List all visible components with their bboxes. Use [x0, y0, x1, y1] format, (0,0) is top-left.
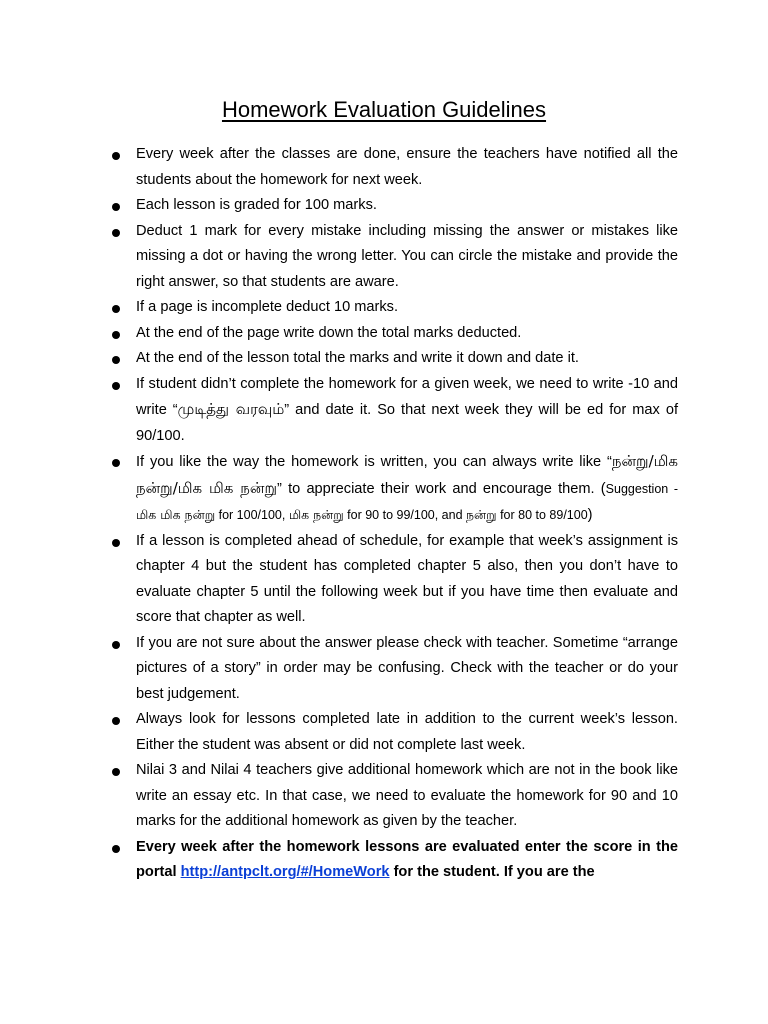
- guidelines-list: [0, 142, 768, 886]
- list-item: If a page is incomplete deduct 10 marks.: [0, 295, 768, 321]
- document-title: [0, 96, 768, 124]
- tamil-text: மிக மிக நன்று: [136, 507, 216, 522]
- list-item: Always look for lessons completed late in addition to the current week’s lesson. Either the student was absent or did not complete last week.: [0, 707, 768, 758]
- list-item: If student didn’t complete the homework for a given week, we need to write -10 and write “முடித்து வரவும்” and date it. So that next week they will be ed for max of 90/100.: [0, 372, 768, 450]
- list-item: At the end of the page write down the total marks deducted.: [0, 321, 768, 347]
- homework-portal-link[interactable]: http://antpclt.org/#/HomeWork: [180, 864, 390, 880]
- tamil-text: முடித்து வரவும்: [177, 400, 285, 418]
- list-item: Deduct 1 mark for every mistake including missing the answer or mistakes like missing a dot or having the wrong letter. You can circle the mistake and provide the right answer, so that students are aware.: [0, 219, 768, 296]
- bullet-icon: [112, 459, 120, 467]
- tamil-text: மிக நன்று: [288, 507, 344, 522]
- list-item: If you like the way the homework is written, you can always write like “நன்று/மிக நன்று/மிக மிக நன்று” to appreciate their work and encourage them. (Suggestion - மிக மிக நன்று for 100/100, மிக நன்று for 90 to 99/100, and நன்று for 80 to 89/100): [0, 449, 768, 529]
- bullet-icon: [112, 382, 120, 390]
- tamil-text: நன்று: [466, 507, 497, 522]
- bullet-icon: [112, 229, 120, 237]
- bullet-icon: [112, 717, 120, 725]
- list-item: Every week after the classes are done, ensure the teachers have notified all the students about the homework for next week.: [0, 142, 768, 193]
- list-item: If you are not sure about the answer please check with teacher. Sometime “arrange pictures of a story” in order may be confusing. Check with the teacher or do your best judgement.: [0, 631, 768, 708]
- bullet-icon: [112, 203, 120, 211]
- bullet-icon: [112, 152, 120, 160]
- bullet-icon: [112, 641, 120, 649]
- list-item: At the end of the lesson total the marks and write it down and date it.: [0, 346, 768, 372]
- list-item: If a lesson is completed ahead of schedule, for example that week’s assignment is chapter 4 but the student has completed chapter 5 also, then you don’t have to evaluate chapter 5 until the following week but if you have time then evaluate and score that chapter as well.: [0, 529, 768, 631]
- bullet-icon: [112, 845, 120, 853]
- document-title-text: Homework Evaluation Guidelines: [221, 97, 547, 122]
- list-item: Each lesson is graded for 100 marks.: [0, 193, 768, 219]
- bullet-icon: [112, 331, 120, 339]
- list-item: Every week after the homework lessons are evaluated enter the score in the portal http://antpclt.org/#/HomeWork for the student. If you are the: [0, 835, 768, 886]
- bullet-icon: [112, 356, 120, 364]
- list-item: Nilai 3 and Nilai 4 teachers give additional homework which are not in the book like write an essay etc. In that case, we need to evaluate the homework for 90 and 10 marks for the additional homework as given by the teacher.: [0, 758, 768, 835]
- bullet-icon: [112, 539, 120, 547]
- suggestion-text: Suggestion - மிக மிக நன்று for 100/100, மிக நன்று for 90 to 99/100, and நன்று for 80 to 89/100: [136, 481, 678, 522]
- bullet-icon: [112, 768, 120, 776]
- bullet-icon: [112, 305, 120, 313]
- tamil-text: நன்று/மிக நன்று/மிக மிக நன்று: [136, 452, 678, 497]
